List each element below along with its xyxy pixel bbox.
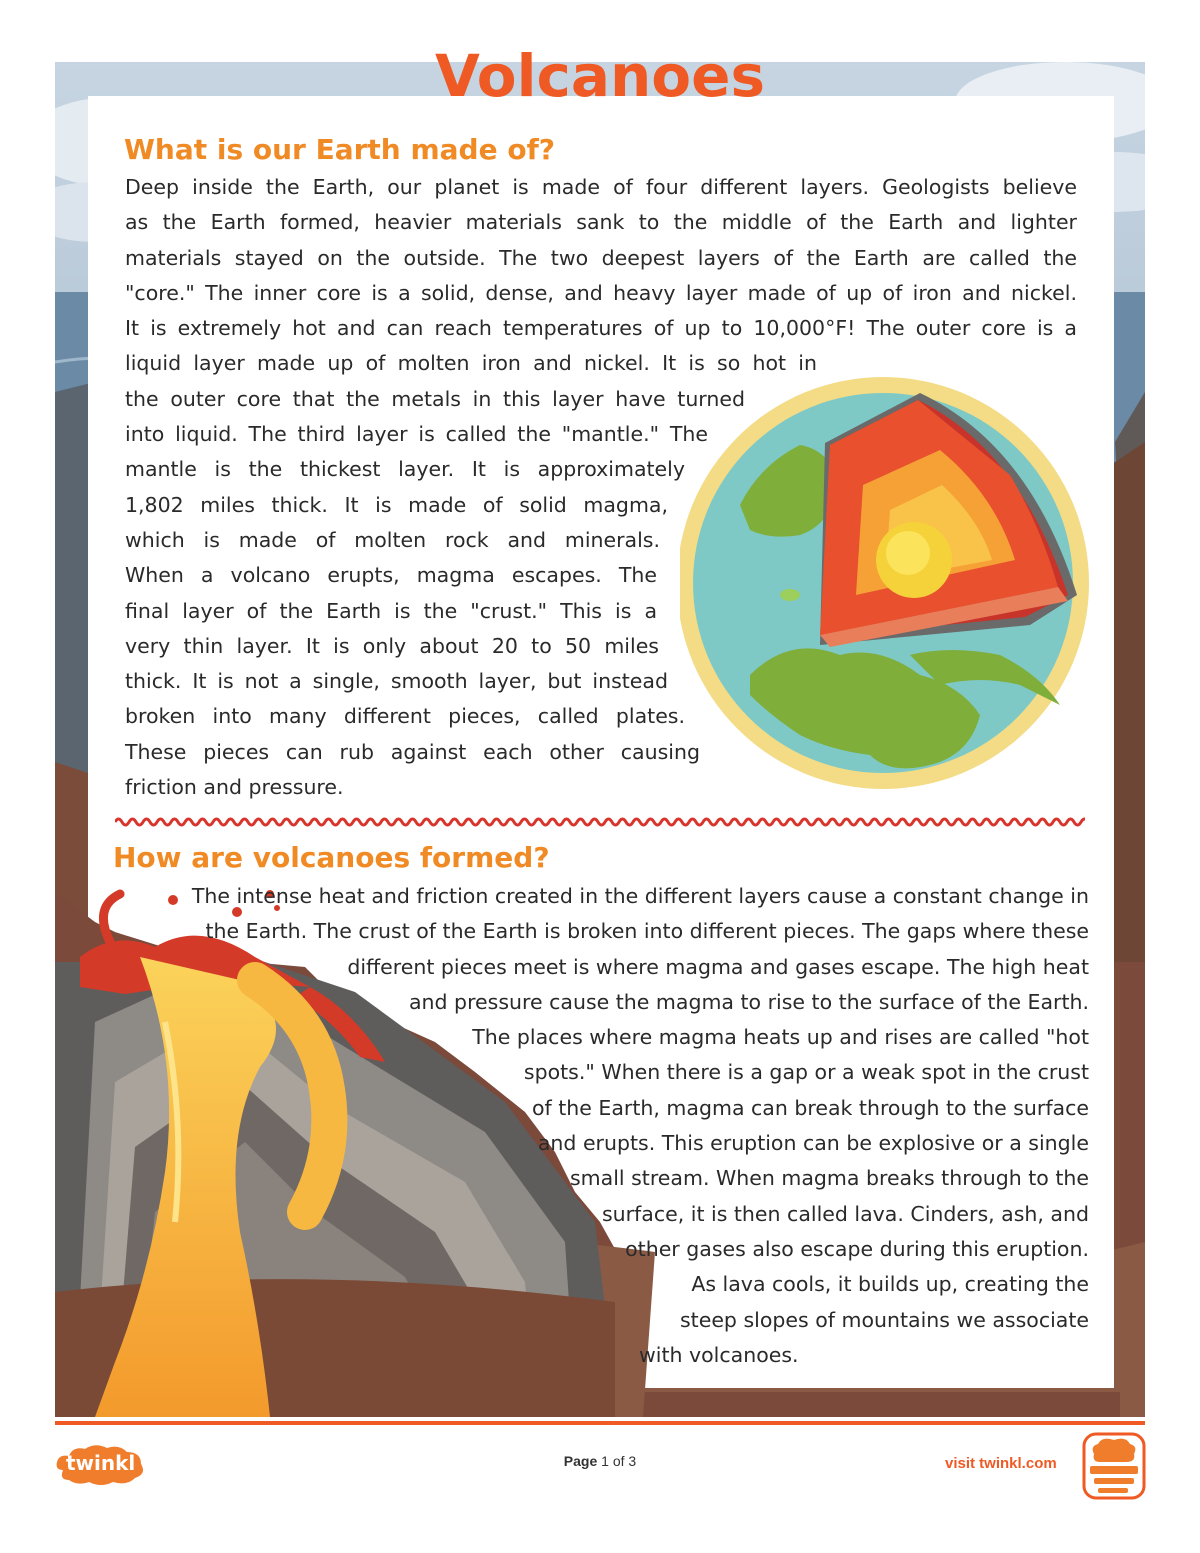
wavy-divider bbox=[115, 814, 1085, 830]
paragraph-line: of the Earth, magma can break through to the surface bbox=[531, 1095, 1089, 1120]
paragraph-line: the outer core that the metals in this layer have turned bbox=[125, 386, 745, 411]
paragraph-line: Deep inside the Earth, our planet is made of four different layers. Geologists believe bbox=[125, 175, 1077, 199]
section2-paragraph bbox=[110, 879, 1089, 1373]
visit-link[interactable]: visit twinkl.com bbox=[945, 1455, 1057, 1472]
paragraph-line: As lava cools, it builds up, creating the bbox=[691, 1272, 1089, 1297]
paragraph-line: "core." The inner core is a solid, dense, and heavy layer made of up of iron and nickel. bbox=[125, 280, 1077, 305]
paragraph-line: thick. It is not a single, smooth layer, but instead bbox=[125, 669, 668, 694]
paragraph-line: and pressure cause the magma to rise to the surface of the Earth. bbox=[408, 989, 1089, 1014]
paragraph-line: very thin layer. It is only about 20 to 50 miles bbox=[125, 633, 659, 658]
paragraph-line: and erupts. This eruption can be explosive or a single bbox=[537, 1131, 1089, 1156]
paragraph-line: The intense heat and friction created in the different layers cause a constant change in bbox=[191, 884, 1089, 908]
paragraph-line: different pieces meet is where magma and gases escape. The high heat bbox=[347, 954, 1089, 979]
page-title: Volcanoes bbox=[435, 42, 765, 110]
paragraph-line: spots." When there is a gap or a weak spot in the crust bbox=[523, 1060, 1089, 1085]
paragraph-line: The places where magma heats up and rises are called "hot bbox=[472, 1025, 1089, 1050]
earth-layers-illustration bbox=[680, 355, 1100, 805]
paragraph-line: final layer of the Earth is the "crust." This is a bbox=[125, 598, 657, 623]
paragraph-line: with volcanoes. bbox=[639, 1342, 799, 1367]
paragraph-line: When a volcano erupts, magma escapes. The bbox=[125, 563, 657, 588]
paragraph-line: materials stayed on the outside. The two deepest layers of the Earth are called the bbox=[125, 245, 1077, 270]
paragraph-line: into liquid. The third layer is called the "mantle." The bbox=[125, 422, 708, 447]
paragraph-line: 1,802 miles thick. It is made of solid magma, bbox=[125, 492, 668, 517]
paragraph-line: other gases also escape during this eruption. bbox=[625, 1236, 1089, 1261]
paragraph-line: friction and pressure. bbox=[125, 775, 344, 800]
paragraph-line: the Earth. The crust of the Earth is broken into different pieces. The gaps where these bbox=[205, 919, 1089, 944]
quality-badge-icon bbox=[1082, 1432, 1146, 1500]
section2-heading: How are volcanoes formed? bbox=[113, 841, 550, 874]
paragraph-line: surface, it is then called lava. Cinders, ash, and bbox=[601, 1201, 1089, 1226]
paragraph-line: It is extremely hot and can reach temperatures of up to 10,000°F! The outer core is a bbox=[125, 316, 1077, 341]
paragraph-line: These pieces can rub against each other causing bbox=[125, 739, 700, 764]
paragraph-line: broken into many different pieces, called plates. bbox=[125, 704, 685, 729]
paragraph-line: small stream. When magma breaks through to the bbox=[569, 1166, 1089, 1191]
paragraph-line: mantle is the thickest layer. It is approximately bbox=[125, 457, 685, 482]
paragraph-line: liquid layer made up of molten iron and nickel. It is so hot in bbox=[125, 351, 817, 376]
paragraph-line: steep slopes of mountains we associate bbox=[679, 1307, 1089, 1332]
footer-rule bbox=[55, 1421, 1145, 1425]
page-label: Page bbox=[563, 1453, 598, 1469]
logo-text: twinkl bbox=[66, 1451, 136, 1475]
paragraph-line: which is made of molten rock and minerals. bbox=[125, 527, 660, 552]
paragraph-line: as the Earth formed, heavier materials sank to the middle of the Earth and lighter bbox=[125, 210, 1077, 235]
section1-heading: What is our Earth made of? bbox=[124, 133, 555, 166]
page-current: 1 bbox=[601, 1453, 609, 1469]
page-of: of bbox=[612, 1453, 625, 1469]
quality-badge bbox=[1082, 1432, 1146, 1500]
page-total: 3 bbox=[628, 1453, 637, 1469]
